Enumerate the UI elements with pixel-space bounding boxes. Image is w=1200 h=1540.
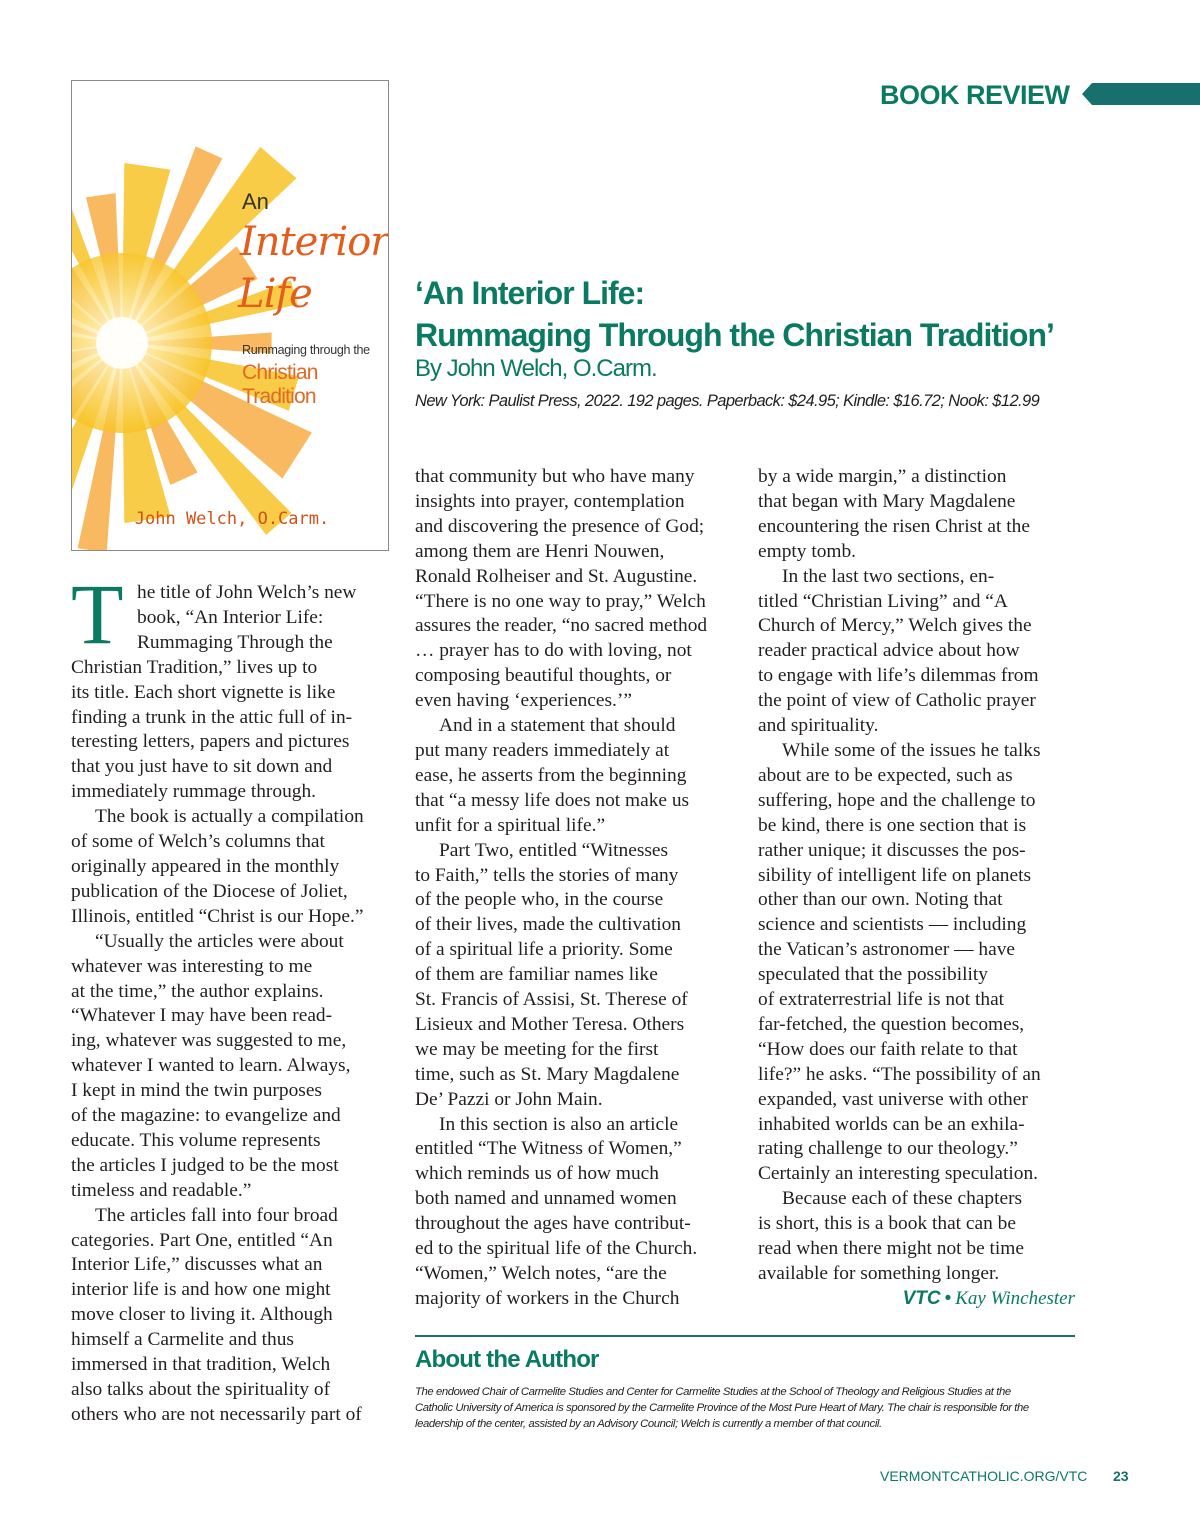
text-line: suffering, hope and the challenge to [758, 789, 1036, 811]
text-line: expanded, vast universe with other [758, 1088, 1028, 1110]
text-line: others who are not necessarily part of [71, 1403, 362, 1425]
text-line: by a wide margin,” a distinction [758, 466, 1007, 487]
text-line: “There is no one way to pray,” Welch [415, 590, 706, 612]
text-line: that you just have to sit down and [71, 756, 333, 778]
text-line: to Faith,” tells the stories of many [415, 864, 679, 886]
text-line: teresting letters, papers and pictures [71, 731, 350, 753]
drop-cap: T [71, 566, 124, 662]
banner-arrow-shape [1082, 83, 1200, 105]
text-line: assures the reader, “no sacred method [415, 615, 708, 637]
text-line: whatever I wanted to learn. Always, [71, 1055, 351, 1077]
text-line: categories. Part One, entitled “An [71, 1229, 333, 1251]
text-line: De’ Pazzi or John Main. [415, 1088, 603, 1110]
cover-author: John Welch, O.Carm. [134, 509, 330, 529]
about-author-title: About the Author [415, 1346, 599, 1373]
text-line: available for something longer. [758, 1263, 1000, 1284]
text-line: of some of Welch’s columns that [71, 831, 325, 853]
text-line: the point of view of Catholic prayer [758, 690, 1036, 712]
headline-line1: ‘An Interior Life: [415, 275, 645, 311]
text-line: about are to be expected, such as [758, 764, 1013, 786]
text-line: Illinois, entitled “Christ is our Hope.” [71, 905, 364, 927]
column-right [758, 465, 1080, 1287]
text-line: other than our own. Noting that [758, 889, 1003, 911]
text-line: St. Francis of Assisi, St. Therese of [415, 989, 688, 1011]
text-line: read when there might not be time [758, 1238, 1024, 1260]
text-line: and discovering the presence of God; [415, 515, 705, 537]
text-line: put many readers immediately at [415, 739, 670, 761]
text-line: While some of the issues he talks [782, 739, 1041, 761]
about-author-text [415, 1384, 1080, 1432]
book-cover [71, 80, 389, 551]
text-line: rating challenge to our theology.” [758, 1138, 1018, 1160]
text-line: of their lives, made the cultivation [415, 914, 682, 936]
text-line: immersed in that tradition, Welch [71, 1354, 331, 1376]
text-line: Church of Mercy,” Welch gives the [758, 615, 1032, 637]
text-line: among them are Henri Nouwen, [415, 540, 665, 562]
text-line: Christian Tradition,” lives up to [71, 656, 318, 678]
text-line: of the magazine: to evangelize and [71, 1105, 341, 1127]
text-line: to engage with life’s dilemmas from [758, 665, 1039, 687]
signature-separator: • [944, 1288, 952, 1309]
text-line: timeless and readable.” [71, 1179, 252, 1201]
text-line: originally appeared in the monthly [71, 855, 340, 877]
text-line: the articles I judged to be the most [71, 1154, 339, 1176]
text-line: ed to the spiritual life of the Church. [415, 1238, 698, 1260]
cover-title-an: An [242, 189, 269, 214]
text-line: that began with Mary Magdalene [758, 490, 1016, 512]
text-line: at the time,” the author explains. [71, 980, 324, 1002]
text-line: we may be meeting for the first [415, 1038, 659, 1060]
text-line: of them are familiar names like [415, 964, 658, 986]
article-headline [415, 272, 1115, 356]
text-line: publication of the Diocese of Joliet, [71, 880, 348, 902]
text-line: inhabited worlds can be an exhila- [758, 1113, 1025, 1135]
text-line: Ronald Rolheiser and St. Augustine. [415, 565, 698, 587]
text-line: life?” he asks. “The possibility of an [758, 1063, 1041, 1085]
text-line: encountering the risen Christ at the [758, 515, 1030, 537]
text-line: far-fetched, the question becomes, [758, 1013, 1025, 1035]
text-line: The articles fall into four broad [95, 1204, 338, 1226]
text-line: its title. Each short vignette is like [71, 681, 336, 703]
text-line: interior life is and how one might [71, 1279, 331, 1301]
text-line: … prayer has to do with loving, not [415, 640, 692, 662]
text-line: insights into prayer, contemplation [415, 490, 685, 512]
text-line: ease, he asserts from the beginning [415, 764, 687, 786]
text-line: and spirituality. [758, 715, 879, 737]
text-line: “How does our faith relate to that [758, 1038, 1018, 1060]
text-line: even having ‘experiences.’” [415, 690, 632, 712]
text-line: Part Two, entitled “Witnesses [439, 839, 669, 861]
cover-title-life: Life [238, 271, 312, 317]
publication-info: New York: Paulist Press, 2022. 192 pages. Paperback: $24.95; Kindle: $16.72; Nook: $12.99 [415, 392, 1040, 410]
text-line: he title of John Welch’s new [137, 582, 357, 603]
review-signature [893, 1288, 1075, 1310]
text-line: move closer to living it. Although [71, 1304, 333, 1326]
text-line: science and scientists — including [758, 914, 1027, 936]
text-line: throughout the ages have contribut- [415, 1213, 691, 1235]
headline-line2: Rummaging Through the Christian Tradition’ [415, 317, 1054, 353]
sunburst-graphic [72, 81, 389, 551]
text-line: Lisieux and Mother Teresa. Others [415, 1013, 685, 1035]
text-line: entitled “The Witness of Women,” [415, 1138, 682, 1160]
text-line: The book is actually a compilation [95, 806, 364, 828]
text-line: Certainly an interesting speculation. [758, 1163, 1039, 1185]
text-line: reader practical advice about how [758, 640, 1020, 662]
text-line: ing, whatever was suggested to me, [71, 1030, 347, 1052]
text-line: speculated that the possibility [758, 964, 988, 986]
about-line: leadership of the center, assisted by an Advisory Council; Welch is currently a member of that council. [415, 1418, 882, 1430]
text-line: immediately rummage through. [71, 781, 317, 803]
text-line: also talks about the spirituality of [71, 1379, 331, 1400]
text-line: both named and unnamed women [415, 1188, 677, 1210]
section-banner [880, 78, 1200, 112]
text-line: Because each of these chapters [782, 1188, 1023, 1210]
text-line: unfit for a spiritual life.” [415, 814, 606, 836]
page-number: 23 [1113, 1468, 1129, 1484]
text-line: “Whatever I may have been read- [71, 1005, 333, 1027]
cover-subtitle-line1: Rummaging through the [242, 343, 370, 357]
footer-url-link[interactable]: VERMONTCATHOLIC.ORG/VTC [880, 1468, 1088, 1484]
column-left [71, 581, 393, 1428]
text-line: which reminds us of how much [415, 1163, 659, 1185]
text-line: sibility of intelligent life on planets [758, 864, 1032, 886]
signature-name: Kay Winchester [955, 1288, 1075, 1309]
text-line: whatever was interesting to me [71, 955, 313, 977]
text-line: rather unique; it discusses the pos- [758, 839, 1026, 861]
text-line: be kind, there is one section that is [758, 814, 1027, 836]
about-line: The endowed Chair of Carmelite Studies and Center for Carmelite Studies at the School of Theology and Religious Studies at the [415, 1386, 1011, 1398]
text-line: of the people who, in the course [415, 889, 664, 911]
text-line: “Usually the articles were about [95, 930, 344, 952]
text-line: time, such as St. Mary Magdalene [415, 1063, 680, 1085]
cover-subtitle-line2: Christian Tradition [242, 361, 318, 408]
about-line: Catholic University of America is sponsored by the Carmelite Province of the Most Pure Heart of Mary. The chair is responsible for the [415, 1402, 1029, 1414]
text-line: finding a trunk in the attic full of in- [71, 706, 353, 728]
text-line: of extraterrestrial life is not that [758, 989, 1005, 1011]
text-line: Interior Life,” discusses what an [71, 1254, 323, 1276]
text-line: of a spiritual life a priority. Some [415, 939, 673, 961]
text-line: educate. This volume represents [71, 1129, 321, 1151]
section-label: BOOK REVIEW [880, 80, 1070, 110]
text-line: In the last two sections, en- [782, 565, 995, 587]
column-middle [415, 465, 737, 1312]
article-byline: By John Welch, O.Carm. [415, 355, 657, 382]
text-line: that “a messy life does not make us [415, 789, 690, 811]
text-line: “Women,” Welch notes, “are the [415, 1263, 667, 1284]
text-line: that community but who have many [415, 466, 695, 487]
text-line: In this section is also an article [439, 1113, 679, 1135]
text-line: Rummaging Through the [137, 631, 333, 653]
text-line: is short, this is a book that can be [758, 1213, 1016, 1235]
text-line: I kept in mind the twin purposes [71, 1080, 322, 1102]
text-line: majority of workers in the Church [415, 1287, 680, 1309]
cover-title-interior: Interior [240, 219, 389, 265]
text-line: And in a statement that should [439, 715, 676, 737]
text-line: the Vatican’s astronomer — have [758, 939, 1016, 961]
section-divider [415, 1335, 1075, 1337]
text-line: composing beautiful thoughts, or [415, 665, 672, 687]
text-line: empty tomb. [758, 540, 857, 562]
text-line: titled “Christian Living” and “A [758, 590, 1008, 612]
text-line: himself a Carmelite and thus [71, 1329, 294, 1351]
text-line: book, “An Interior Life: [137, 606, 324, 628]
signature-org: VTC [902, 1288, 941, 1309]
